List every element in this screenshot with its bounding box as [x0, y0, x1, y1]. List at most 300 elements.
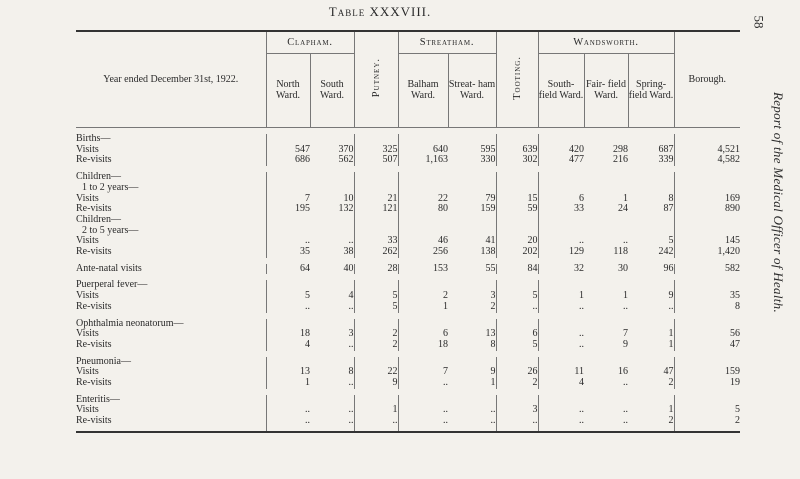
row-label-cell [76, 194, 266, 205]
value-cell: .. [623, 415, 629, 427]
value-cell [310, 357, 354, 368]
section-heading-row [76, 226, 740, 237]
value-cell: 1 [398, 302, 448, 313]
table-row [76, 155, 740, 166]
value-cell: .. [354, 416, 398, 427]
row-label: Visits [76, 236, 99, 247]
springfield-ward-header: Spring- field Ward. [628, 53, 674, 127]
south-ward-header: South Ward. [310, 53, 354, 127]
value-cell [448, 215, 496, 226]
section-heading-row [76, 319, 740, 330]
value-cell: 507 [354, 155, 398, 166]
value-cell: 24 [618, 203, 629, 215]
table-row [76, 302, 740, 313]
value-cell: .. [538, 340, 584, 351]
value-cell [448, 172, 496, 183]
value-cell: 9 [668, 290, 674, 302]
row-label-cell [76, 378, 266, 389]
value-cell: 46 [398, 236, 448, 247]
row-label: Visits [76, 291, 99, 302]
value-cell: .. [348, 415, 354, 427]
value-cell: 3 [496, 405, 538, 416]
value-cell: 302 [496, 155, 538, 166]
value-cell: .. [496, 416, 538, 427]
value-cell: 159 [674, 367, 740, 378]
value-cell: 5 [668, 235, 674, 247]
value-cell: 11 [538, 367, 584, 378]
row-label-cell [76, 215, 266, 226]
value-cell: 1 [668, 404, 674, 416]
value-cell [496, 172, 538, 183]
value-cell: 2 [674, 416, 740, 427]
value-cell [538, 395, 584, 406]
value-cell [496, 319, 538, 330]
table-row [76, 329, 740, 340]
value-cell [310, 215, 354, 226]
section-heading-row [76, 395, 740, 406]
value-cell: 1,420 [674, 247, 740, 258]
row-label-cell [76, 264, 266, 275]
value-cell [538, 319, 584, 330]
row-label-cell [76, 280, 266, 291]
row-label: Re-visits [76, 155, 112, 166]
value-cell: 84 [496, 264, 538, 275]
value-cell: 41 [485, 235, 496, 247]
row-label: Visits [76, 367, 99, 378]
value-cell: .. [348, 404, 354, 416]
value-cell: 21 [354, 194, 398, 205]
row-label: Ante-natal visits [76, 263, 142, 274]
value-cell [354, 319, 398, 330]
value-cell [310, 395, 354, 406]
value-cell: 26 [496, 367, 538, 378]
value-cell: 38 [343, 246, 354, 258]
value-cell: 3 [348, 328, 354, 340]
value-cell: 121 [354, 204, 398, 215]
row-label: Re-visits [76, 378, 112, 389]
value-cell: 195 [266, 204, 310, 215]
value-cell: 890 [674, 204, 740, 215]
row-label: Enteritis— [76, 394, 120, 405]
value-cell: 687 [658, 143, 674, 155]
value-cell: 5 [674, 405, 740, 416]
value-cell: 7 [266, 194, 310, 205]
value-cell: 145 [674, 236, 740, 247]
value-cell: 55 [485, 262, 496, 274]
value-cell: 1 [668, 338, 674, 350]
value-cell: 20 [496, 236, 538, 247]
streatham-header: Streatham. [398, 31, 496, 53]
value-cell: 35 [266, 247, 310, 258]
row-label: Re-visits [76, 204, 112, 215]
row-label: Re-visits [76, 416, 112, 427]
value-cell [674, 215, 740, 226]
value-cell: 87 [663, 203, 674, 215]
value-cell: 47 [663, 366, 674, 378]
value-cell: 256 [398, 247, 448, 258]
value-cell [628, 183, 674, 194]
value-cell: 96 [663, 262, 674, 274]
putney-header [354, 31, 398, 128]
value-cell [584, 226, 628, 237]
table-body [76, 128, 740, 432]
value-cell: 5 [354, 291, 398, 302]
value-cell: 4 [266, 340, 310, 351]
row-label: Pneumonia— [76, 356, 131, 367]
borough-header: Borough. [674, 31, 740, 128]
value-cell [538, 172, 584, 183]
value-cell: 1 [623, 192, 629, 204]
value-cell [584, 280, 628, 291]
value-cell [628, 172, 674, 183]
row-label: Re-visits [76, 301, 112, 312]
value-cell: .. [538, 416, 584, 427]
value-cell [628, 395, 674, 406]
value-cell: 1 [623, 290, 629, 302]
value-cell: 5 [496, 340, 538, 351]
value-cell [538, 215, 584, 226]
table-row [76, 416, 740, 427]
row-label: Ophthalmia neonatorum— [76, 318, 184, 329]
value-cell [354, 183, 398, 194]
value-cell: 1 [538, 291, 584, 302]
value-cell: 370 [338, 143, 354, 155]
value-cell: 18 [398, 340, 448, 351]
value-cell [448, 280, 496, 291]
value-cell [398, 319, 448, 330]
value-cell: .. [538, 302, 584, 313]
value-cell [398, 172, 448, 183]
value-cell [310, 226, 354, 237]
value-cell: 18 [266, 329, 310, 340]
value-cell [266, 226, 310, 237]
value-cell: 6 [538, 194, 584, 205]
value-cell: 639 [496, 145, 538, 156]
value-cell: 2 [668, 377, 674, 389]
value-cell: 7 [398, 367, 448, 378]
value-cell: 477 [538, 155, 584, 166]
value-cell: 8 [668, 192, 674, 204]
value-cell: 2 [490, 300, 496, 312]
side-caption: Report of the Medical Officer of Health. [771, 92, 786, 314]
wandsworth-header: Wandsworth. [538, 31, 674, 53]
statistics-table [76, 30, 740, 433]
section-heading-row [76, 172, 740, 183]
table-row [76, 204, 740, 215]
value-cell [398, 183, 448, 194]
row-label-cell [76, 329, 266, 340]
section-heading-row [76, 134, 740, 145]
value-cell: 1 [668, 328, 674, 340]
value-cell: 5 [354, 302, 398, 313]
value-cell: 8 [490, 338, 496, 350]
value-cell [584, 395, 628, 406]
streatham-ward-header: Streat- ham Ward. [448, 53, 496, 127]
row-label: Re-visits [76, 247, 112, 258]
value-cell: .. [266, 416, 310, 427]
value-cell: .. [623, 377, 629, 389]
putney-label: Putney. [370, 58, 382, 98]
balham-ward-header: Balham Ward. [398, 53, 448, 127]
value-cell: 132 [338, 203, 354, 215]
table-row [76, 145, 740, 156]
section-heading-row [76, 215, 740, 226]
value-cell: 138 [480, 246, 496, 258]
value-cell: .. [398, 378, 448, 389]
value-cell [448, 183, 496, 194]
section-heading-row [76, 280, 740, 291]
value-cell: 242 [658, 246, 674, 258]
value-cell: .. [348, 300, 354, 312]
southfield-ward-header: South- field Ward. [538, 53, 584, 127]
value-cell: 30 [618, 262, 629, 274]
value-cell: 202 [496, 247, 538, 258]
value-cell: 2 [668, 415, 674, 427]
row-label-cell [76, 357, 266, 368]
value-cell [354, 215, 398, 226]
table-row [76, 340, 740, 351]
value-cell: .. [490, 404, 496, 416]
value-cell: 59 [496, 204, 538, 215]
value-cell: 298 [613, 143, 629, 155]
value-cell [310, 319, 354, 330]
value-cell [266, 172, 310, 183]
table-bottom-rule [76, 427, 740, 432]
table-row [76, 291, 740, 302]
value-cell: 9 [490, 366, 496, 378]
value-cell: .. [348, 377, 354, 389]
value-cell: 56 [674, 329, 740, 340]
value-cell: .. [496, 302, 538, 313]
section-heading-row [76, 183, 740, 194]
value-cell: 5 [496, 291, 538, 302]
value-cell: .. [538, 329, 584, 340]
value-cell [496, 215, 538, 226]
value-cell: 22 [398, 194, 448, 205]
table-row [76, 247, 740, 258]
value-cell [674, 395, 740, 406]
value-cell [538, 226, 584, 237]
value-cell: 13 [485, 328, 496, 340]
value-cell: 216 [613, 154, 629, 166]
value-cell: 4 [348, 290, 354, 302]
value-cell [266, 395, 310, 406]
row-label-cell [76, 226, 266, 237]
row-label-cell [76, 236, 266, 247]
row-label-cell [76, 247, 266, 258]
value-cell: 80 [398, 204, 448, 215]
value-cell: 4,582 [674, 155, 740, 166]
north-ward-header: North Ward. [266, 53, 310, 127]
value-cell [398, 395, 448, 406]
value-cell [448, 395, 496, 406]
value-cell: 153 [398, 264, 448, 275]
value-cell: 33 [354, 236, 398, 247]
value-cell: 3 [490, 290, 496, 302]
row-label-cell [76, 291, 266, 302]
value-cell [584, 172, 628, 183]
value-cell: 2 [354, 340, 398, 351]
value-cell [398, 357, 448, 368]
value-cell [398, 215, 448, 226]
row-label-cell [76, 172, 266, 183]
value-cell: 2 [354, 329, 398, 340]
section-heading-row [76, 357, 740, 368]
value-cell: 33 [538, 204, 584, 215]
value-cell [538, 183, 584, 194]
value-cell: 169 [674, 194, 740, 205]
tooting-header [496, 31, 538, 128]
value-cell: .. [266, 236, 310, 247]
value-cell [628, 215, 674, 226]
value-cell: .. [266, 302, 310, 313]
value-cell: .. [348, 235, 354, 247]
value-cell [628, 226, 674, 237]
row-label: Births— [76, 134, 111, 144]
value-cell: 595 [480, 143, 496, 155]
row-label-cell [76, 367, 266, 378]
value-cell [674, 183, 740, 194]
row-label: Visits [76, 329, 99, 340]
clapham-header: Clapham. [266, 31, 354, 53]
value-cell: 640 [398, 145, 448, 156]
value-cell: 16 [618, 366, 629, 378]
value-cell: .. [538, 236, 584, 247]
table-title: Table XXXVIII. [328, 4, 432, 19]
row-label-cell [76, 395, 266, 406]
row-label-cell [76, 155, 266, 166]
value-cell: 10 [343, 192, 354, 204]
value-cell: .. [490, 415, 496, 427]
value-cell: 79 [485, 192, 496, 204]
value-cell [538, 280, 584, 291]
value-cell: 32 [538, 264, 584, 275]
value-cell: 1 [490, 377, 496, 389]
value-cell: 5 [266, 291, 310, 302]
value-cell: .. [348, 338, 354, 350]
row-label-cell [76, 145, 266, 156]
value-cell [496, 183, 538, 194]
value-cell: 118 [613, 246, 629, 258]
page-number: 58 [751, 15, 767, 29]
row-label-cell [76, 319, 266, 330]
value-cell: 420 [538, 145, 584, 156]
value-cell: 13 [266, 367, 310, 378]
value-cell [266, 280, 310, 291]
row-label: Visits [76, 144, 99, 155]
value-cell: 325 [354, 145, 398, 156]
value-cell: 7 [623, 328, 629, 340]
value-cell: 64 [266, 264, 310, 275]
row-label-cell [76, 183, 266, 194]
row-label-cell [76, 204, 266, 215]
row-label: Visits [76, 193, 99, 204]
table-row [76, 236, 740, 247]
fairfield-ward-header: Fair- field Ward. [584, 53, 628, 127]
table-row [76, 194, 740, 205]
value-cell: .. [266, 405, 310, 416]
value-cell [354, 280, 398, 291]
value-cell: 686 [266, 155, 310, 166]
value-cell [354, 395, 398, 406]
value-cell: 9 [354, 378, 398, 389]
row-label-cell [76, 302, 266, 313]
value-cell: 1 [266, 378, 310, 389]
value-cell: 2 [496, 378, 538, 389]
value-cell: 330 [480, 154, 496, 166]
value-cell [354, 172, 398, 183]
value-cell: .. [668, 300, 674, 312]
value-cell: 40 [343, 262, 354, 274]
value-cell: .. [623, 404, 629, 416]
value-cell: 8 [674, 302, 740, 313]
value-cell: 4 [538, 378, 584, 389]
table-row [76, 378, 740, 389]
value-cell: 15 [496, 194, 538, 205]
value-cell [266, 215, 310, 226]
year-header: Year ended December 31st, 1922. [76, 31, 266, 128]
value-cell: 159 [480, 203, 496, 215]
table-row [76, 367, 740, 378]
table-row [76, 405, 740, 416]
value-cell: .. [623, 235, 629, 247]
value-cell [310, 183, 354, 194]
row-label: Puerperal fever— [76, 280, 148, 291]
value-cell [674, 172, 740, 183]
value-cell: 2 [398, 291, 448, 302]
row-label: Visits [76, 405, 99, 416]
table-row [76, 264, 740, 275]
value-cell [628, 280, 674, 291]
row-label-cell [76, 340, 266, 351]
value-cell: 19 [674, 378, 740, 389]
value-cell: 47 [674, 340, 740, 351]
value-cell: 562 [338, 154, 354, 166]
value-cell [584, 319, 628, 330]
row-label: 2 to 5 years— [82, 225, 139, 236]
value-cell [266, 183, 310, 194]
value-cell [584, 215, 628, 226]
value-cell [310, 172, 354, 183]
row-label: Children— [76, 172, 121, 183]
value-cell [496, 280, 538, 291]
value-cell: 1 [354, 405, 398, 416]
value-cell: 547 [266, 145, 310, 156]
value-cell: 129 [538, 247, 584, 258]
value-cell: 582 [674, 264, 740, 275]
value-cell [310, 280, 354, 291]
value-cell [628, 319, 674, 330]
value-cell [398, 280, 448, 291]
row-label-cell [76, 134, 266, 145]
value-cell [448, 357, 496, 368]
value-cell: 339 [658, 154, 674, 166]
row-label-cell [76, 405, 266, 416]
row-label: Children— [76, 214, 121, 225]
value-cell: 6 [496, 329, 538, 340]
value-cell: 4,521 [674, 145, 740, 156]
value-cell: .. [398, 416, 448, 427]
value-cell: .. [538, 405, 584, 416]
value-cell: 262 [354, 247, 398, 258]
value-cell: .. [398, 405, 448, 416]
value-cell: 28 [354, 264, 398, 275]
value-cell: 8 [348, 366, 354, 378]
value-cell: 9 [623, 338, 629, 350]
value-cell: 1,163 [398, 155, 448, 166]
value-cell [496, 395, 538, 406]
value-cell: 6 [398, 329, 448, 340]
